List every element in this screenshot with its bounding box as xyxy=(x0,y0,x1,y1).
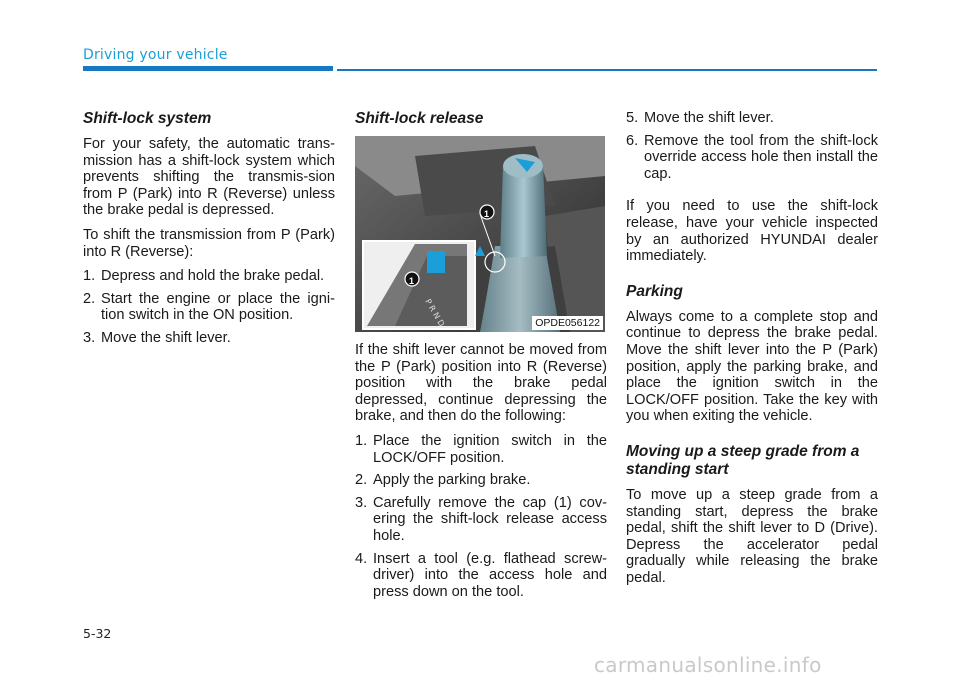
list-item xyxy=(355,472,607,489)
column-shift-lock-release xyxy=(355,110,607,606)
list-item xyxy=(83,330,335,347)
callout-1-label-inset: 1 xyxy=(409,276,415,286)
heading-shift-lock-release: Shift-lock release xyxy=(355,110,484,127)
heading-shift-lock-system: Shift-lock system xyxy=(83,110,212,127)
svg-text:P R N D: P R N D xyxy=(423,297,447,329)
list-text: Carefully remove the cap (1) cov-ering the shift-lock release access hole. xyxy=(373,494,607,544)
section-title: Driving your vehicle xyxy=(83,47,228,63)
column-shift-lock-system xyxy=(83,110,335,353)
list-text: Move the shift lever. xyxy=(644,110,774,126)
list-item xyxy=(355,551,607,601)
list-item xyxy=(83,268,335,285)
shift-lever-illustration xyxy=(355,136,605,332)
list-text: Place the ignition switch in the LOCK/OFF position. xyxy=(373,432,607,466)
header-rule-thin xyxy=(337,69,877,71)
paragraph: To move up a steep grade from a standing start, depress the brake pedal, shift the shift lever to D (Drive). Depress the accelerator pedal gradually while releasing the brake pedal. xyxy=(626,486,878,586)
list-text: Move the shift lever. xyxy=(101,329,231,346)
list-item xyxy=(626,133,878,183)
paragraph: For your safety, the automatic trans-mission has a shift-lock system which prevents shifting the transmis-sion from P (Park) into R (Reverse) unless the brake pedal is depressed. xyxy=(83,136,335,219)
list-number: 5. xyxy=(626,110,639,126)
list-number: 4. xyxy=(355,550,368,567)
heading-parking: Parking xyxy=(626,282,683,300)
watermark: carmanualsonline.info xyxy=(594,653,822,677)
heading-steep-grade: Moving up a steep grade from a standing start xyxy=(626,442,860,478)
list-text: Insert a tool (e.g. flathead screw-driver) into the access hole and press down on the tool. xyxy=(373,550,607,600)
list-text: Start the engine or place the igni-tion switch in the ON position. xyxy=(101,290,335,324)
list-number: 2. xyxy=(355,472,368,489)
list-text: Remove the tool from the shift-lock override access hole then install the cap. xyxy=(644,132,878,182)
header-rule-thick xyxy=(83,66,333,71)
list-item xyxy=(83,291,335,324)
shift-lever-photo xyxy=(355,136,605,332)
list-number: 2. xyxy=(83,290,96,307)
list-number: 3. xyxy=(83,329,96,346)
callout-1-label-main: 1 xyxy=(484,209,490,219)
list-number: 3. xyxy=(355,494,368,511)
list-item xyxy=(626,110,878,127)
list-number: 1. xyxy=(355,432,368,449)
page-number: 5-32 xyxy=(83,626,112,641)
paragraph: Always come to a complete stop and continue to depress the brake pedal. Move the shift lever into the P (Park) position, apply the parking brake, and place the ignition switch in the LOCK/OFF position. Take the key with you when exiting the vehicle. xyxy=(626,308,878,425)
list-text: Apply the parking brake. xyxy=(373,472,531,489)
list-number: 1. xyxy=(83,268,96,285)
paragraph: If the shift lever cannot be moved from the P (Park) position into R (Reverse) position with the brake pedal depressed, continue depressing the brake, and then do the following: xyxy=(355,342,607,425)
list-text: Depress and hold the brake pedal. xyxy=(101,268,325,285)
paragraph: If you need to use the shift-lock release, have your vehicle inspected by an authorized HYUNDAI dealer immediately. xyxy=(626,198,878,265)
list-item xyxy=(355,433,607,466)
column-parking xyxy=(626,110,878,594)
paragraph: To shift the transmission from P (Park) into R (Reverse): xyxy=(83,226,335,260)
list-item xyxy=(355,495,607,545)
image-code: OPDE056122 xyxy=(532,316,603,330)
list-number: 6. xyxy=(626,132,639,149)
